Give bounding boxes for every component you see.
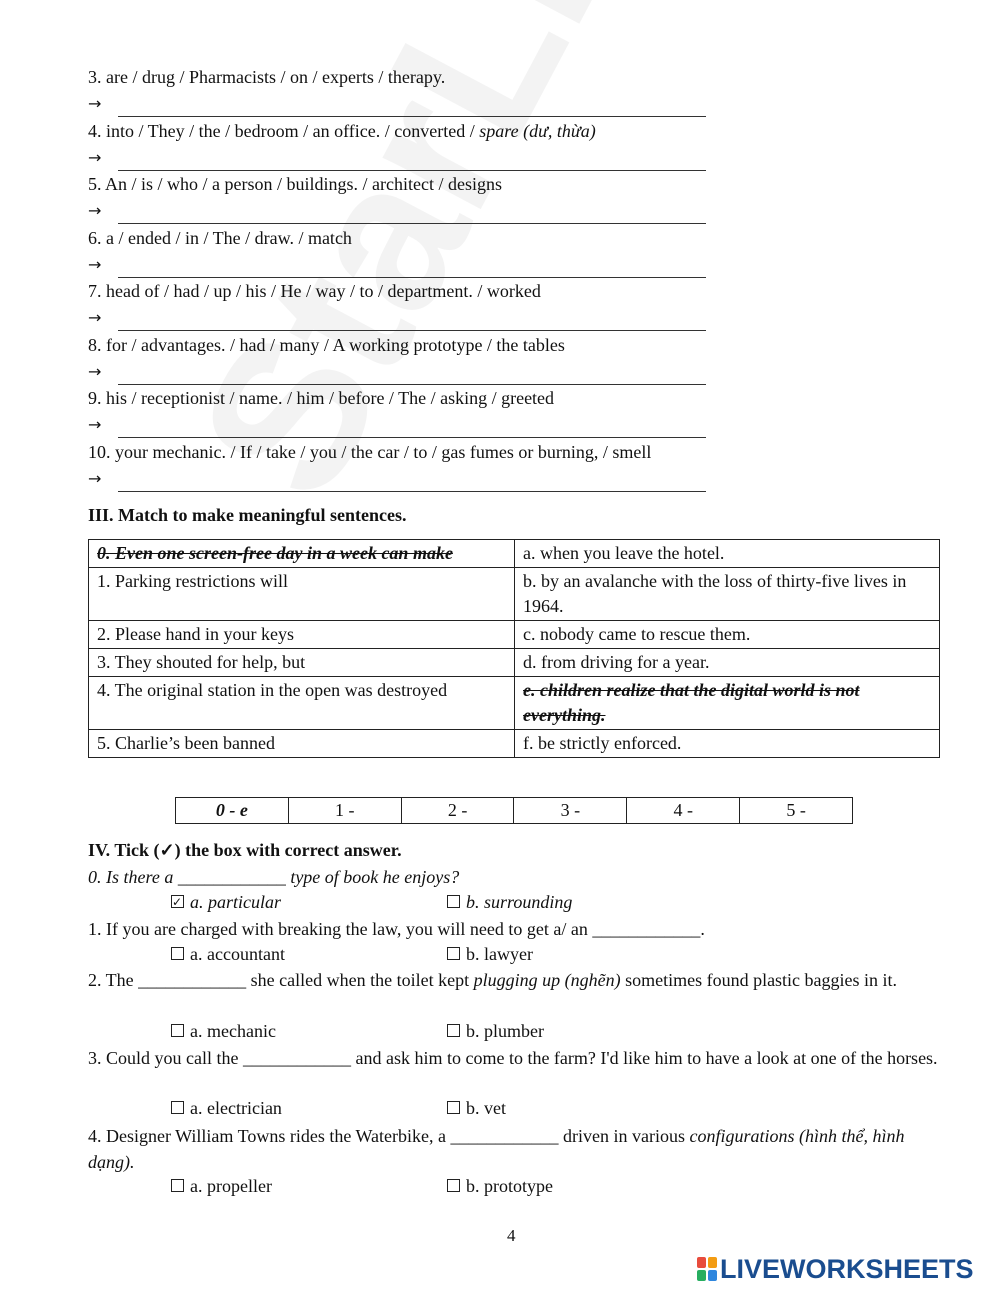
reorder-item-3: 3. are / drug / Pharmacists / on / experts / therapy. — [88, 67, 446, 87]
answer-underline — [118, 491, 706, 492]
answer-input-7[interactable] — [118, 308, 706, 332]
option-0a[interactable]: ✓a. particular — [171, 891, 281, 913]
checkbox-icon[interactable] — [447, 1179, 460, 1192]
answer-line-3[interactable] — [88, 94, 708, 118]
answer-underline — [118, 170, 706, 171]
answer-underline — [118, 277, 706, 278]
answer-input-8[interactable] — [118, 362, 706, 386]
reorder-item-9: 9. his / receptionist / name. / him / before / The / asking / greeted — [88, 388, 555, 408]
reorder-item-10: 10. your mechanic. / If / take / you / the car / to / gas fumes or burning, / smell — [88, 442, 652, 462]
option-1a[interactable]: a. accountant — [171, 943, 285, 965]
option-0b[interactable]: b. surrounding — [447, 891, 572, 913]
answer-underline — [118, 384, 706, 385]
reorder-item-6: 6. a / ended / in / The / draw. / match — [88, 228, 352, 248]
answer-underline — [118, 223, 706, 224]
left-cell: 1. Parking restrictions will — [89, 568, 515, 621]
option-3b[interactable]: b. vet — [447, 1097, 506, 1119]
reorder-item-5: 5. An / is / who / a person / buildings. / architect / designs — [88, 174, 502, 194]
question-3: 3. Could you call the ____________ and ask him to come to the farm? I'd like him to have a look at one of the horses. — [88, 1048, 938, 1068]
vocab-hint: configurations (hình thể, hình dạng) — [88, 1126, 905, 1172]
arrow-icon: → — [88, 148, 102, 167]
right-cell: c. nobody came to rescue them. — [515, 621, 940, 649]
page-number: 4 — [507, 1226, 516, 1245]
matching-table — [88, 539, 940, 758]
arrow-icon: → — [88, 201, 102, 220]
vocab-hint: spare (dư, thừa) — [479, 121, 596, 141]
checkbox-icon[interactable] — [447, 1024, 460, 1037]
left-cell: 3. They shouted for help, but — [89, 649, 515, 677]
question-2: 2. The ____________ she called when the toilet kept plugging up (nghẽn) sometimes found plastic baggies in it. — [88, 970, 898, 990]
section-3-title: III. Match to make meaningful sentences. — [88, 505, 407, 525]
arrow-icon: → — [88, 415, 102, 434]
table-row — [176, 798, 853, 824]
answer-input-5[interactable] — [118, 201, 706, 225]
checkbox-icon[interactable] — [171, 947, 184, 960]
answer-underline — [118, 437, 706, 438]
right-cell: d. from driving for a year. — [515, 649, 940, 677]
option-2b[interactable]: b. plumber — [447, 1020, 544, 1042]
option-3a[interactable]: a. electrician — [171, 1097, 282, 1119]
question-4: 4. Designer William Towns rides the Waterbike, a ____________ driven in various configurations (hình thể, hình dạng). — [88, 1126, 905, 1172]
reorder-item-4: 4. into / They / the / bedroom / an office. / converted / spare (dư, thừa) — [88, 121, 596, 141]
checkbox-icon[interactable] — [171, 1101, 184, 1114]
answer-line-7[interactable] — [88, 308, 708, 332]
answer-key-example: 0 - e — [176, 798, 289, 824]
table-row — [89, 568, 940, 621]
option-4a[interactable]: a. propeller — [171, 1175, 272, 1197]
checkbox-icon[interactable] — [447, 947, 460, 960]
left-cell: 5. Charlie’s been banned — [89, 730, 515, 758]
option-4b[interactable]: b. prototype — [447, 1175, 553, 1197]
answer-input-6[interactable] — [118, 255, 706, 279]
example-right-cell: e. children realize that the digital world is not everything. — [515, 677, 940, 730]
section-4-title: IV. Tick (✓) the box with correct answer. — [88, 840, 402, 860]
brand-name: LIVEWORKSHEETS — [720, 1253, 974, 1284]
option-2a[interactable]: a. mechanic — [171, 1020, 276, 1042]
answer-line-10[interactable] — [88, 469, 708, 493]
checked-box-icon[interactable] — [171, 895, 184, 908]
answer-line-9[interactable] — [88, 415, 708, 439]
checkbox-icon[interactable] — [171, 1024, 184, 1037]
table-row — [89, 621, 940, 649]
right-cell: f. be strictly enforced. — [515, 730, 940, 758]
arrow-icon: → — [88, 308, 102, 327]
answer-line-4[interactable] — [88, 148, 708, 172]
answer-key-cell[interactable]: 5 - — [740, 798, 853, 824]
answer-key-cell[interactable]: 4 - — [627, 798, 740, 824]
checkbox-icon[interactable] — [447, 1101, 460, 1114]
left-cell: 2. Please hand in your keys — [89, 621, 515, 649]
arrow-icon: → — [88, 255, 102, 274]
vocab-hint: plugging up (nghẽn) — [473, 970, 621, 990]
answer-underline — [118, 330, 706, 331]
answer-input-10[interactable] — [118, 469, 706, 493]
answer-line-5[interactable] — [88, 201, 708, 225]
answer-line-8[interactable] — [88, 362, 708, 386]
question-1: 1. If you are charged with breaking the law, you will need to get a/ an ____________. — [88, 919, 705, 939]
table-row — [89, 649, 940, 677]
arrow-icon: → — [88, 362, 102, 381]
liveworksheets-brand[interactable] — [697, 1254, 974, 1284]
answer-key-table — [175, 797, 853, 824]
answer-key-cell[interactable]: 1 - — [288, 798, 401, 824]
answer-key-cell[interactable]: 3 - — [514, 798, 627, 824]
reorder-item-8: 8. for / advantages. / had / many / A working prototype / the tables — [88, 335, 565, 355]
question-0: 0. Is there a ____________ type of book he enjoys? — [88, 867, 460, 887]
left-cell: 4. The original station in the open was destroyed — [89, 677, 515, 730]
answer-input-4[interactable] — [118, 148, 706, 172]
arrow-icon: → — [88, 94, 102, 113]
option-1b[interactable]: b. lawyer — [447, 943, 533, 965]
right-cell: a. when you leave the hotel. — [515, 540, 940, 568]
answer-input-9[interactable] — [118, 415, 706, 439]
arrow-icon: → — [88, 469, 102, 488]
example-left-cell: 0. Even one screen-free day in a week can make — [89, 540, 515, 568]
answer-line-6[interactable] — [88, 255, 708, 279]
answer-input-3[interactable] — [118, 94, 706, 118]
table-row — [89, 540, 940, 568]
checkbox-icon[interactable] — [447, 895, 460, 908]
right-cell: b. by an avalanche with the loss of thirty-five lives in 1964. — [515, 568, 940, 621]
reorder-item-7: 7. head of / had / up / his / He / way / to / department. / worked — [88, 281, 541, 301]
liveworksheets-logo-icon — [697, 1257, 717, 1281]
checkbox-icon[interactable] — [171, 1179, 184, 1192]
table-row — [89, 677, 940, 730]
answer-underline — [118, 116, 706, 117]
table-row — [89, 730, 940, 758]
answer-key-cell[interactable]: 2 - — [401, 798, 514, 824]
